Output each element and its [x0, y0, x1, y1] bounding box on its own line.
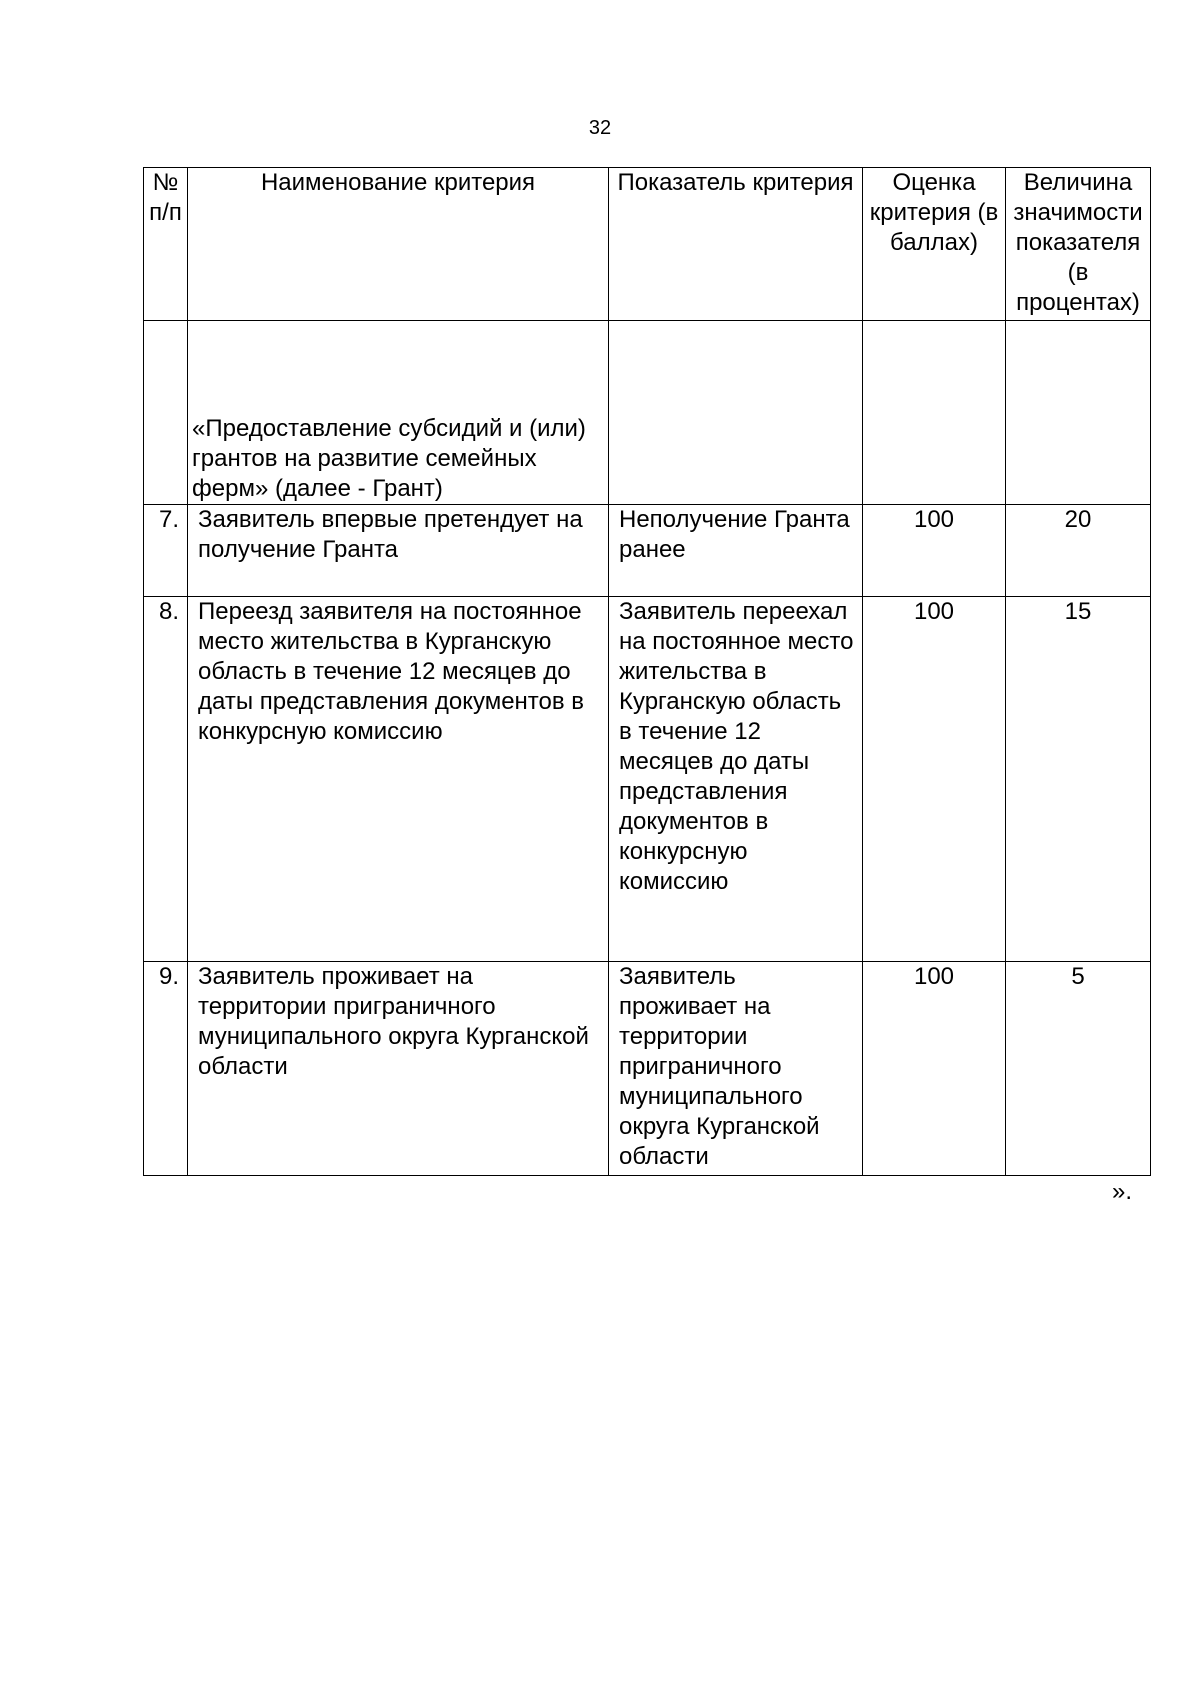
cell-name: Заявитель проживает на территории приграничного муниципального округа Курганской области: [188, 962, 609, 1176]
cell-name: Переезд заявителя на постоянное место жительства в Курганскую область в течение 12 месяцев до даты представления документов в конкурсную комиссию: [188, 597, 609, 962]
cell-weight: 5: [1006, 962, 1151, 1176]
cell-score: 100: [863, 597, 1006, 962]
criteria-table: [143, 167, 1151, 1176]
cell-weight: 20: [1006, 505, 1151, 597]
table-row-continuation: [144, 321, 1151, 505]
page-number: 32: [588, 117, 612, 139]
header-num: № п/п: [144, 168, 188, 321]
table-row: [144, 505, 1151, 597]
table-header-row: [144, 168, 1151, 321]
cell-weight: [1006, 321, 1151, 505]
cell-indicator: Заявитель проживает на территории приграничного муниципального округа Курганской области: [609, 962, 863, 1176]
cell-num: [144, 321, 188, 505]
cell-score: [863, 321, 1006, 505]
cell-num: 8.: [144, 597, 188, 962]
table-row: [144, 597, 1151, 962]
cell-indicator: Неполучение Гранта ранее: [609, 505, 863, 597]
header-indicator: Показатель критерия: [609, 168, 863, 321]
header-score: Оценка критерия (в баллах): [863, 168, 1006, 321]
cell-weight: 15: [1006, 597, 1151, 962]
cell-indicator: Заявитель переехал на постоянное место жительства в Курганскую область в течение 12 месяцев до даты представления документов в конкурсную комиссию: [609, 597, 863, 962]
table-row: [144, 962, 1151, 1176]
cell-score: 100: [863, 505, 1006, 597]
cell-indicator: [609, 321, 863, 505]
header-weight: Величина значимости показателя (в процентах): [1006, 168, 1151, 321]
cell-num: 9.: [144, 962, 188, 1176]
header-name: Наименование критерия: [188, 168, 609, 321]
cell-name: «Предоставление субсидий и (или) грантов на развитие семейных ферм» (далее - Грант): [188, 321, 609, 505]
cell-name: Заявитель впервые претендует на получение Гранта: [188, 505, 609, 597]
closing-quote-mark: ».: [1112, 1178, 1133, 1205]
cell-num: 7.: [144, 505, 188, 597]
cell-score: 100: [863, 962, 1006, 1176]
